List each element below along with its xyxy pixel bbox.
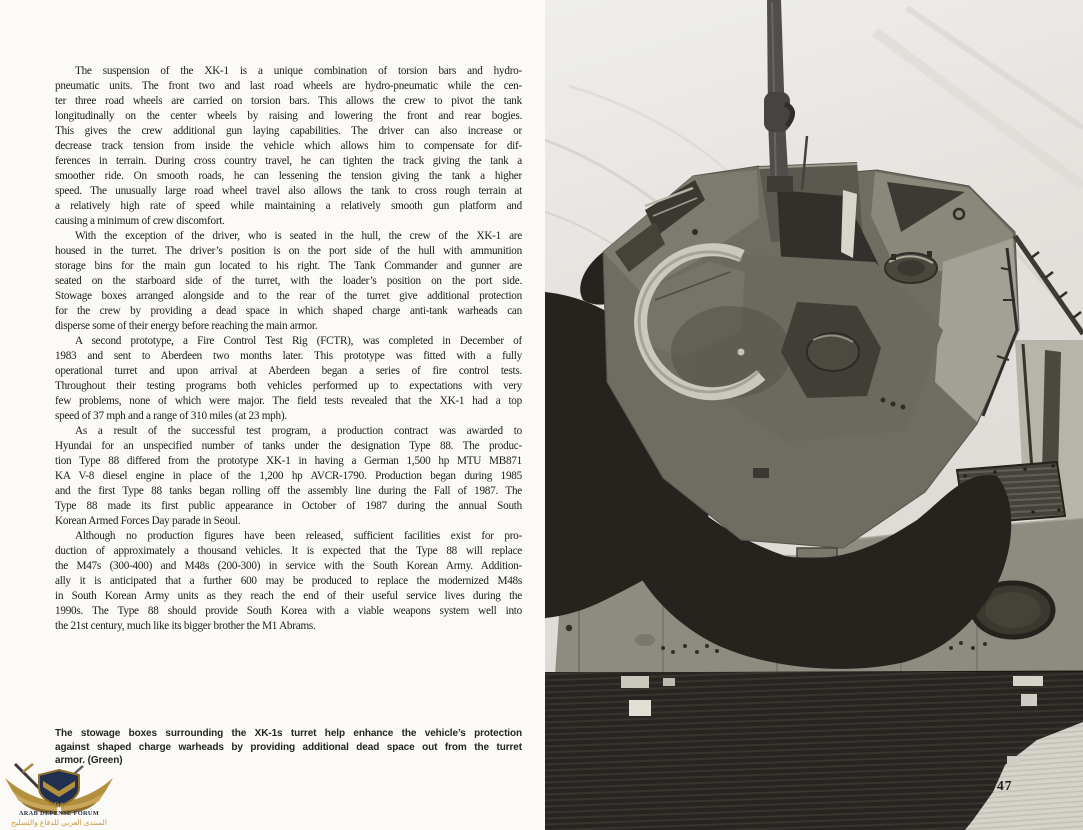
text-line: With the exception of the driver, who is seated in the hull, the crew of the XK-1 are xyxy=(75,230,522,242)
text-line: The stowage boxes surrounding the XK-1s turret help enhance the vehicle’s protection xyxy=(55,728,522,739)
paragraph xyxy=(55,229,522,334)
text-line: speed of 37 mph and a range of 310 miles (at 23 mph). xyxy=(55,410,287,422)
text-line: speed. The unusually large road wheel travel also allows the tank to cross rough terrain at xyxy=(55,185,522,197)
text-line: Throughout their testing programs both vehicles performed up to expectations with very xyxy=(55,380,522,392)
logo-arabic-subtitle: المنتدى العربي للدفاع والتسليح xyxy=(11,818,107,827)
paragraph xyxy=(55,529,522,634)
text-line: armor. (Green) xyxy=(55,755,123,766)
text-line: longitudinally on the center wheels by raising and lowering the front and rear bogies. xyxy=(55,110,522,122)
paragraph xyxy=(55,424,522,529)
commander-cupola xyxy=(885,251,937,283)
text-line: the 21st century, much like its bigger brother the M1 Abrams. xyxy=(55,620,316,632)
text-line: operational turret and upon arrival at Aberdeen began a series of fire control tests. xyxy=(55,365,522,377)
text-line: decrease track tension from inside the vehicle which allows him to compensate for dif- xyxy=(55,140,522,152)
text-line: The suspension of the XK-1 is a unique combination of torsion bars and hydro- xyxy=(75,65,522,77)
text-line: and the first Type 88 tanks began rolling off the assembly line during the Fall of 1987. The xyxy=(55,485,522,497)
text-line: housed in the turret. The driver’s position is on the port side of the hull with ammunition xyxy=(55,245,522,257)
text-line: pneumatic units. The front two and last road wheels are hydro-pneumatic while the cen- xyxy=(55,80,522,92)
text-line: seated on the starboard side of the turret, with the loader’s position on the port side. xyxy=(55,275,522,287)
text-line: ally it is anticipated that a further 600 may be produced to replace the modernized M48s xyxy=(55,575,522,587)
logo-title: ARAB DEFENSE FORUM xyxy=(18,810,100,817)
text-line: Type 88 made its first public appearance in October of 1987 during the annual South xyxy=(55,500,522,512)
text-line: few problems, none of which were major. The field tests revealed that the XK-1 had a top xyxy=(55,395,522,407)
text-line: 1983 and sent to Aberdeen two months later. This prototype was fitted with a fully xyxy=(55,350,522,362)
text-line: Although no production figures have been released, sufficient facilities exist for pro- xyxy=(75,530,522,542)
text-line: smoother ride. On smooth roads, he can lessening the tension giving the tank a higher xyxy=(55,170,522,182)
text-line: ferences in terrain. During cross country travel, he can tighten the track giving the tank a xyxy=(55,155,522,167)
text-line: Hyundai for an unspecified number of tanks under the designation Type 88. The produc- xyxy=(55,440,522,452)
paragraph xyxy=(55,64,522,229)
text-line: for the crew by providing a dead space in which shaped charge anti-tank warheads can xyxy=(55,305,522,317)
tank-photo xyxy=(545,0,1083,830)
text-line: duction of approximately a thousand vehicles. It is expected that the Type 88 will replace xyxy=(55,545,522,557)
tank-photo-svg xyxy=(545,0,1083,830)
text-line: Korean Armed Forces Day parade in Seoul. xyxy=(55,515,241,527)
text-line: Stowage boxes arranged alongside and to the rear of the turret give additional protection xyxy=(55,290,522,302)
text-line: KA V-8 diesel engine in place of the 1,200 hp AVCR-1790. Production began during 1985 xyxy=(55,470,522,482)
text-line: ter three road wheels are carried on torsion bars. This allows the crew to pivot the tank xyxy=(55,95,522,107)
paragraph xyxy=(55,334,522,424)
text-line: the M47s (300-400) and M48s (200-300) in service with the South Korean Army. Addition- xyxy=(55,560,522,572)
text-line: a relatively high rate of speed while maintaining a relatively smooth gun platform and xyxy=(55,200,522,212)
text-line: against shaped charge warheads by providing additional dead space out from the turret xyxy=(55,741,522,753)
text-line: tion Type 88 differed from the prototype XK-1 in having a German 1,500 hp MTU MB871 xyxy=(55,455,522,467)
text-line: causing a minimum of crew discomfort. xyxy=(55,215,225,227)
text-line: As a result of the successful test program, a production contract was awarded to xyxy=(75,425,522,437)
text-line: 1990s. The Type 88 should provide South Korea with a viable weapons system well into xyxy=(55,605,522,617)
text-line: in South Korean Army units as they reach the end of their useful service lives during the xyxy=(55,590,522,602)
article-text xyxy=(55,64,522,634)
text-line: storage bins for the main gun located to his right. The Tank Commander and gunner are xyxy=(55,260,522,272)
page-number: 47 xyxy=(997,778,1013,793)
text-line: A second prototype, a Fire Control Test Rig (FCTR), was completed in December of xyxy=(75,335,522,347)
photo-caption xyxy=(55,727,522,768)
text-line: This gives the crew additional gun laying capabilities. The driver can also increase or xyxy=(55,125,522,137)
logo-monogram: DA xyxy=(54,800,64,810)
text-line: disperse some of their energy before reaching the main armor. xyxy=(55,320,318,332)
watermark-logo xyxy=(1,756,117,830)
